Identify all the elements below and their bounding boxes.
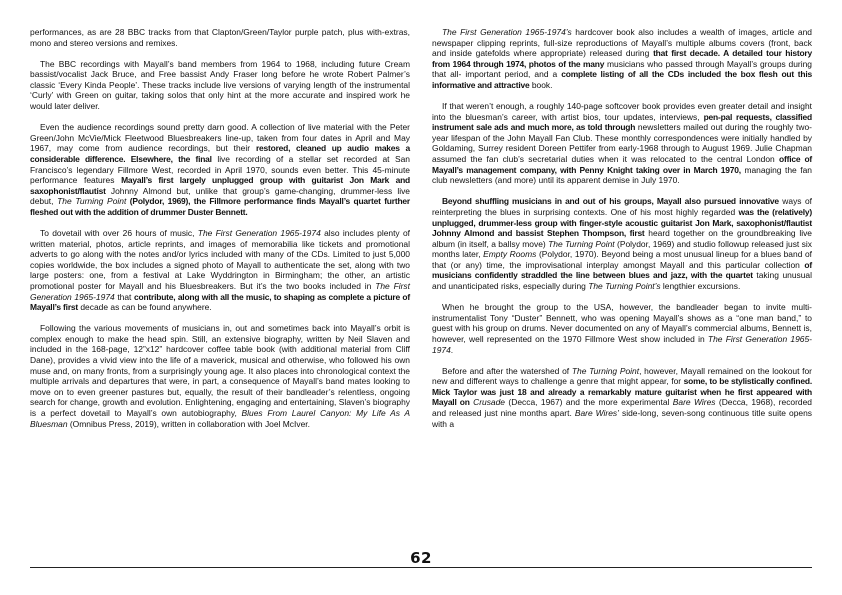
paragraph — [432, 101, 812, 186]
text-run: Even the audience recordings sound pretty darn good. A collection of live material with the Peter Green/John McVie/Mick Fleetwood Bluesbreakers line-up, taken from four dates in April and May 1967, may come from audience recordings, but their — [30, 122, 410, 154]
paragraph — [432, 196, 812, 291]
text-run: (Polydor, 1969) and studio followup released just six months later, — [432, 238, 812, 260]
bold-text: Beyond shuffling musicians in and out of his groups, Mayall also pursued innovative — [442, 196, 779, 207]
text-run: Johnny Almond but, unlike that group’s game-changing, drummer-less live debut, — [30, 185, 410, 207]
bold-text: (Polydor, 1969), the Fillmore performance finds Mayall’s quartet further fleshed out with the addition of drummer Duster Bennett. — [30, 196, 410, 217]
text-run: When he brought the group to the USA, however, the bandleader began to invite multi-instrumentalist Tony “Duster” Bennett, who was opening Mayall’s shows as a “one man band,” to guest with his group on drums. Never documented on any of Mayall’s commercial albums, Bennett is, however, well represented on the 1970 Fillmore West show included in — [432, 302, 812, 344]
text-run: The BBC recordings with Mayall’s band members from 1964 to 1968, including future Cream bassist/vocalist Jack Bruce, and Free bassist Andy Fraser long before he wrote Robert Palmer’s classic ‘Every Kinda People’. These tracks include live versions of varying length of the instrumental ‘Curly’ with Green on guitar, taking solos that only hint at the more accurate and inspired work he would later deliver. — [30, 58, 410, 112]
paragraph — [432, 27, 812, 91]
text-run: hardcover book also includes a wealth of images, article and newspaper clipping reprints, full-size reproductions of Mayall’s multiple albums covers (front, back and inside gatefolds where appropriate) released during — [432, 27, 812, 59]
right-column — [432, 27, 812, 440]
paragraph — [30, 59, 410, 112]
italic-text: The First Generation 1965-1974’s — [442, 27, 572, 37]
bottom-rule — [30, 567, 812, 568]
text-run: To dovetail with over 26 hours of music, — [40, 228, 198, 238]
text-run: lengthier excursions. — [660, 281, 741, 292]
bold-text: some, to be stylistically confined. Mick Taylor was just 18 and already a remarkably mature guitarist when he first appeared with Mayall on — [432, 376, 812, 408]
italic-text: The Turning Point’s — [588, 281, 661, 292]
bold-text: complete listing of all the CDs included the box flesh out this informative and attractive — [432, 69, 812, 90]
text-run: heard together on the groundbreaking live album (in itself, a ballsy move) — [432, 228, 812, 249]
bold-text: restored, cleaned up audio makes a considerable difference. Elsewhere, the final — [30, 143, 410, 164]
text-run: (Decca, 1968), recorded and released just nine months apart. — [432, 397, 812, 418]
italic-text: Crusade — [473, 397, 506, 408]
paragraph — [30, 27, 410, 48]
paragraph — [432, 302, 812, 355]
italic-text: The First Generation 1965-1974 — [432, 333, 812, 355]
text-run: ways of reinterpreting the blues in surprising contexts. One of his most highly regarded — [432, 196, 812, 217]
text-run: managing the fan club newsletters (and more) until its apparent demise in July 1970. — [432, 164, 812, 186]
text-run: newsletters mailed out during the roughly two-year lifespan of the John Mayall Fan Club. These monthly correspondences were initially handled by Goldaming, Surrey resident Doreen Pettifer from early-1968 through to August 1969. Julie Chapman assumed the fan club’s secretarial duties when it was relocated to the central London — [432, 122, 812, 165]
text-run: that — [114, 291, 135, 302]
paragraph — [30, 122, 410, 217]
italic-text: The Turning Point — [571, 365, 640, 376]
text-run: . — [450, 344, 454, 355]
text-run: side-long, seven-song continuous title suite opens with a — [432, 408, 812, 429]
bold-text: pen-pal requests, classified instrument sale ads and much more, as told through — [432, 111, 812, 133]
text-run: taking unusual and unanticipated risks, especially during — [432, 270, 812, 292]
bold-text: of musicians confidently straddled the line between blues and jazz, with the quartet — [432, 259, 812, 281]
italic-text: Bare Wires’ — [574, 408, 619, 418]
text-run: decade as can be found anywhere. — [78, 302, 212, 313]
bold-text: was the (relatively) unplugged, drummer-less group with finger-style acoustic guitarist Jon Mark, saxophonist/flautist Johnny Almond and bassist Stephen Thompson, first — [432, 206, 812, 239]
text-run: (Polydor, 1970). Beyond being a most unusual lineup for a blues band of that (or any) time, the improvisational interplay amongst Mayall and this particular collection — [432, 249, 813, 270]
text-run: , however, Mayall remained on the lookout for new and different ways to challenge a genre that might appear, for — [432, 365, 812, 387]
italic-text: Blues From Laurel Canyon: My Life As A Bluesman — [30, 408, 411, 429]
italic-text: Empty Rooms — [483, 249, 537, 260]
text-run: also includes plenty of written material, photos, article reprints, and images of memorabilia like tickets and promotional adverts to go along with the notes and/or lyrics included with many of the CDs. Limited to just 5,000 copies worldwide, the box includes a signed photo of Mayall to authenticate the set, along with two large posters: one, from a festival at Lake Wyddrington in Birmingham; the other, an artistic promotional poster for Mayall and his Bluesbreakers. But it’s the two books included in — [30, 228, 410, 291]
text-run: Before and after the watershed of — [442, 365, 572, 376]
paragraph — [30, 323, 410, 429]
left-column — [30, 27, 410, 440]
italic-text: The Turning Point — [548, 238, 615, 249]
page-number: 62 — [410, 549, 432, 567]
bold-text: contribute, along with all the music, to shaping as complete a picture of Mayall’s first — [30, 291, 410, 313]
paragraph — [30, 228, 410, 313]
text-run: If that weren’t enough, a roughly 140-page softcover book provides even greater detail and insight into the bluesman’s career, with artist bios, tour updates, interviews, — [432, 101, 812, 122]
italic-text: Bare Wires — [672, 397, 716, 408]
text-run: live recording of a stellar set recorded at San Francisco’s legendary Fillmore West, recorded in April 1970, sounds even better. This 45-minute performance features — [30, 153, 410, 186]
italic-text: The First Generation 1965-1974 — [30, 280, 410, 302]
italic-text: The First Generation 1965-1974 — [197, 228, 321, 238]
paragraph — [432, 366, 812, 430]
text-run: musicians who passed through Mayall’s groups during that all- important period, and a — [432, 58, 812, 80]
text-run: Following the various movements of musicians in, out and sometimes back into Mayall’s orbit is complex enough to make the head spin. Still, an extensive biography, written by Neil Slaven and included in the 168-page, 12”x12” hardcover coffee table book (with additional material from Cliff Dane), provides a vivid view into the life of a maverick, musical and otherwise, who followed his own muse and, on many fronts, from a surprisingly young age. It also places into chronological context the multiple arrivals and departures that were, in part, a consequence of Mayall’s band mates looking to move on to even greener pastures but, equally, the result of their bandleader’s relentless, ongoing search for change, growth and evolution. Enlightening, engaging and entertaining, Slaven’s biography is a perfect dovetail to Mayall’s own autobiography, — [30, 323, 410, 418]
bold-text: that first decade. A detailed tour history from 1964 through 1974, photos of the many — [432, 48, 812, 69]
bold-text: Mayall’s first largely unplugged group with guitarist Jon Mark and saxophonist/flautist — [30, 175, 410, 196]
text-run: (Decca, 1967) and the more experimental — [505, 397, 673, 408]
italic-text: The Turning Point — [57, 196, 127, 207]
text-run: performances, as are 28 BBC tracks from that Clapton/Green/Taylor purple patch, plus with-extras, mono and stereo versions and remixes. — [30, 27, 410, 48]
text-run: book. — [529, 79, 553, 90]
text-run: (Omnibus Press, 2019), written in collaboration with Joel McIver. — [67, 418, 310, 429]
bold-text: office of Mayall’s management company, with Penny Knight taking over in March 1970, — [432, 154, 813, 175]
